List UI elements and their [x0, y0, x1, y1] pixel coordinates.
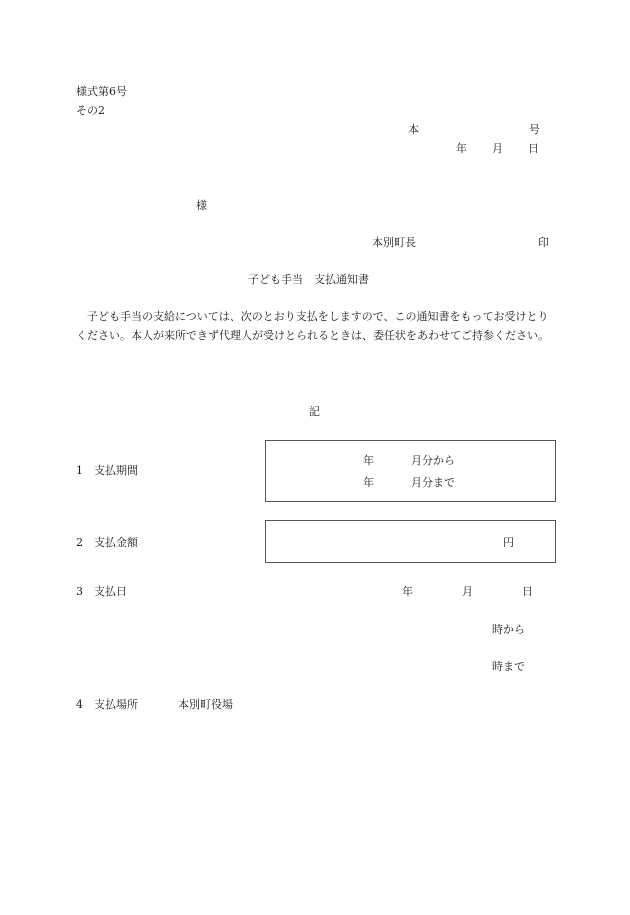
form-sub-number: その2 — [76, 104, 105, 117]
payment-period-label: 1 支払期間 — [76, 464, 138, 477]
period-to-month: 月分まで — [411, 476, 455, 489]
sender-name: 本別町長 — [372, 236, 416, 249]
body-paragraph: 子ども手当の支給については、次のとおり支払をしますので、この通知書をもってお受けとりください。本人が来所できず代理人が受けとられるときは、委任状をあわせてご持参ください。 — [76, 310, 549, 342]
ki-heading: 記 — [309, 405, 320, 418]
payment-date-label: 3 支払日 — [76, 585, 127, 598]
period-from-month: 月分から — [411, 454, 455, 467]
amount-unit-yen: 円 — [503, 536, 514, 549]
date-month-label: 月 — [492, 142, 503, 155]
period-from-year: 年 — [363, 454, 374, 467]
payment-period-box — [265, 440, 556, 502]
payment-place-label: 4 支払場所 — [76, 698, 138, 711]
payment-date-month: 月 — [462, 585, 473, 598]
payment-time-to: 時まで — [492, 660, 525, 673]
payment-place-value: 本別町役場 — [178, 698, 233, 711]
payment-time-from: 時から — [492, 623, 525, 636]
addressee-honorific: 様 — [196, 199, 207, 212]
payment-amount-box — [265, 520, 556, 563]
period-to-year: 年 — [363, 476, 374, 489]
reference-number-suffix: 号 — [529, 123, 540, 136]
payment-amount-label: 2 支払金額 — [76, 536, 138, 549]
reference-number-prefix: 本 — [408, 123, 419, 136]
date-day-label: 日 — [528, 142, 539, 155]
form-number: 様式第6号 — [76, 85, 127, 98]
document-title: 子ども手当 支払通知書 — [248, 273, 369, 286]
payment-date-year: 年 — [402, 585, 413, 598]
sender-seal: 印 — [538, 236, 549, 249]
payment-date-day: 日 — [522, 585, 533, 598]
date-year-label: 年 — [456, 142, 467, 155]
